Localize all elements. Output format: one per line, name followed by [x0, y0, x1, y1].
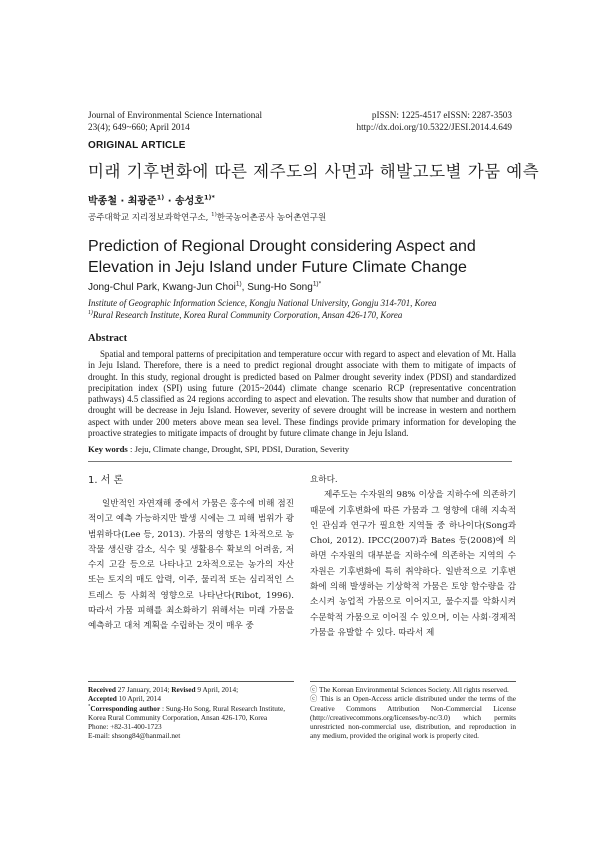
body-column-right	[310, 473, 516, 641]
english-aff2-sup: 1)	[88, 310, 93, 317]
footnote-left	[88, 685, 298, 741]
english-authors-part1: Jong-Chul Park, Kwang-Jun Choi	[88, 282, 236, 293]
license-notice: ⓒ This is an Open-Access article distributed under the terms of the Creative Commons Attribution Non-Commercial License (http://creativecommons.org/licenses/by-nc/3.0) which permits unrestricted non-commercial use, distribution, and reproduction in any medium, provided the original work is properly cited.	[310, 694, 516, 741]
corr-text: : Sung-Ho Song, Rural Research Institute, Korea Rural Community Corporation, Ansan 426-170, Korea	[88, 703, 286, 722]
body-column-left: 일반적인 자연재해 중에서 가뭄은 홍수에 비해 점진적이고 예측 가능하지만 발생 시에는 그 피해 범위가 광범위하다(Lee 등, 2013). 가뭄의 영향은 1차적으로 농작물 생신량 감소, 식수 및 생활용수 확보의 어려움, 저수지 고갈 등으로 나타나고 2차적으로는 농가의 자산 또는 토지의 매도 압력, 이주, 물리적 또는 심리적인 스트레스 등 사회적 영향으로 나타난다(Ribot, 1996). 따라서 가뭄 피해를 최소화하기 위해서는 미래 가뭄을 예측하고 대처 계획을 수립하는 것이 매우 중	[88, 499, 294, 632]
email[interactable]: E-mail: shsong84@hanmail.net	[88, 731, 181, 741]
body-right-paragraph: 제주도는 수자원의 98% 이상을 지하수에 의존하기 때문에 기후변화에 따른 가뭄과 그 영향에 대해 지속적인 관심과 연구가 필요한 지역들 중 하나이다(Song과 Choi, 2012). IPCC(2007)과 Bates 등(2008)에 의하면 수자원의 대부분을 지하수에 의존하는 지역의 수자원은 기후변화에 특히 취약하다. 일반적으로 기후변화에 의해 발생하는 기상학적 가뭄은 토양 함수량을 감소시켜 농업적 가뭄으로 이어지고, 물수지를 악화시켜 수문학적 가뭄으로 이어질 수 있으며, 이는 사회·경제적 가뭄을 유발할 수 있다. 따라서 제	[310, 490, 516, 638]
english-aff2: Rural Research Institute, Korea Rural Community Corporation, Ansan 426-170, Korea	[92, 310, 403, 320]
english-aff1: Institute of Geographic Information Science, Kongju National University, Gongju 314-701, Korea	[88, 298, 437, 308]
english-aff2-line	[88, 309, 528, 321]
body-right-continuation: 요하다.	[310, 475, 338, 485]
journal-name: Journal of Environmental Science International	[88, 110, 262, 120]
footnote-rule-right	[310, 681, 516, 682]
received-label: Received	[88, 685, 116, 694]
footnote-rule-left	[88, 681, 294, 682]
english-authors-part2: , Sung-Ho Song	[241, 282, 313, 293]
korean-aff-main: 공주대학교 지리정보과학연구소,	[88, 213, 212, 223]
doi-link[interactable]: http://dx.doi.org/10.5322/JESI.2014.4.649	[356, 122, 512, 132]
korean-authors-part2: · 송성호	[164, 196, 204, 207]
accepted-line	[88, 694, 298, 703]
received-date: 27 January, 2014;	[115, 685, 172, 694]
article-type: ORIGINAL ARTICLE	[88, 140, 186, 151]
korean-aff-second: 한국농어촌공사 농어촌연구원	[216, 213, 327, 223]
revised-date: 9 April, 2014;	[195, 685, 239, 694]
korean-authors	[88, 192, 215, 207]
english-affiliations	[88, 297, 528, 321]
english-author-sup1: 1)	[235, 280, 242, 288]
journal-identifiers	[272, 109, 512, 133]
corresponding-author	[88, 704, 298, 723]
revised-label: Revised	[171, 685, 196, 694]
korean-title: 미래 기후변화에 따른 제주도의 사면과 해발고도별 가뭄 예측	[88, 162, 540, 181]
korean-aff-sup: 1)	[211, 212, 217, 219]
accepted-date: 10 April, 2014	[116, 694, 161, 704]
korean-author-sup2: 1)*	[203, 193, 215, 202]
keywords-list: : Jeju, Climate change, Drought, SPI, PDSI, Duration, Severity	[127, 444, 350, 454]
copyright-notice: ⓒ The Korean Environmental Sciences Society. All rights reserved.	[310, 685, 509, 694]
footnote-right	[310, 685, 516, 741]
korean-affiliations	[88, 211, 326, 223]
corr-label: Corresponding author	[90, 703, 161, 713]
abstract-heading: Abstract	[88, 333, 128, 344]
korean-author-sup1: 1)	[156, 193, 165, 202]
section-divider	[88, 461, 512, 462]
keywords	[88, 444, 518, 454]
journal-volume: 23(4); 649~660; April 2014	[88, 122, 190, 132]
phone: Phone: +82-31-400-1723	[88, 722, 162, 732]
keywords-label: Key words	[88, 444, 128, 454]
english-author-sup2: 1)*	[312, 280, 322, 288]
section-heading-introduction: 1. 서 론	[88, 475, 124, 486]
corr-sup: *	[88, 704, 91, 710]
english-title: Prediction of Regional Drought considering Aspect and Elevation in Jeju Island under Future Climate Change	[88, 238, 476, 276]
issn: pISSN: 1225-4517 eISSN: 2287-3503	[371, 110, 512, 120]
accepted-label: Accepted	[88, 694, 117, 704]
english-authors	[88, 282, 321, 293]
received-revised-line	[88, 685, 298, 694]
abstract-text: Spatial and temporal patterns of precipitation and temperature occur with regard to aspect and elevation of Mt. Halla in Jeju Island. Therefore, there is a need to predict regional drought associate with them to mitigate of impacts of drought. In this study, regional drought is predicted based on Palmer drought severity index (PDSI) and standardized precipitation index (SPI) using future (2015~2044) climate change scenario RCP (representative concentration pathways) 4.5 classified as 24 regions according to aspect and elevation. The results show that number and duration of drought will be decrease in Jeju Island. However, severity of severe drought will be increase in western and northern aspect with under 200 meters above mean sea level. These findings provide primary information for developing the proactive strategies to mitigate impacts of drought by future climate change in Jeju Island.	[88, 349, 516, 439]
korean-authors-part1: 박종철 · 최광준	[88, 196, 157, 207]
